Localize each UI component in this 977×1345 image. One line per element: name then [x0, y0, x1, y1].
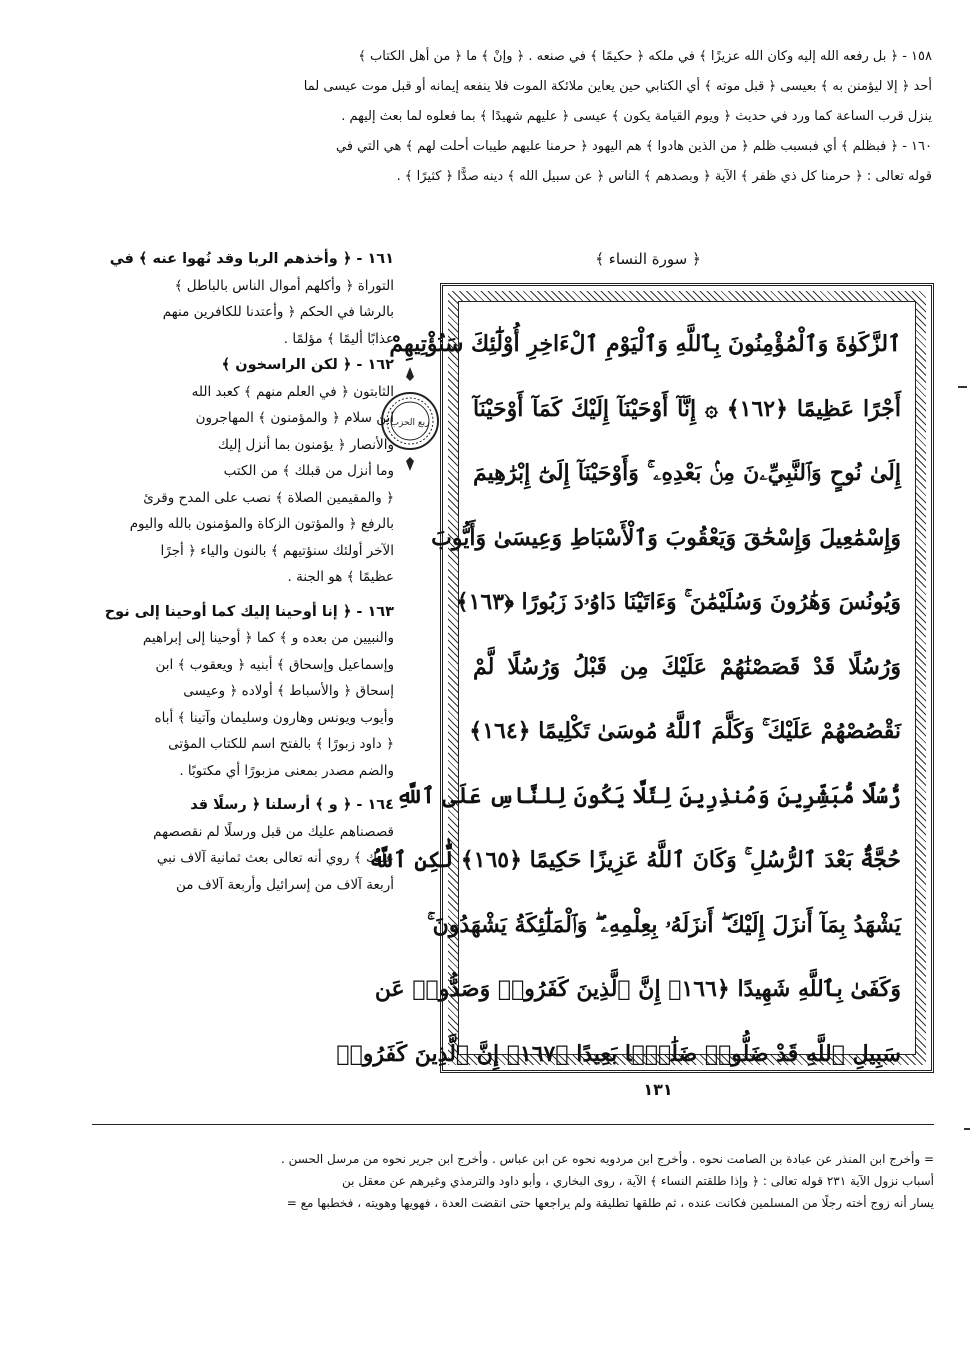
verse-line: وَإِسْمَٰعِيلَ وَإِسْحَٰقَ وَيَعْقُوبَ وَٱلْأَسْبَاطِ وَعِيسَىٰ وَأَيُّوبَ: [431, 524, 901, 551]
side-line: ١٦١ - ﴿ وأخذهم الربا وقد نُهوا عنه ﴾ في: [109, 251, 394, 267]
side-line: التوراة ﴿ وأكلهم أموال الناس بالباطل ﴾: [174, 277, 394, 294]
side-line: بالرفع ﴿ والمؤتون الزكاة والمؤمنون بالله واليوم: [129, 516, 394, 532]
side-line: عذابًا أليمًا ﴾ مؤلمًا .: [283, 330, 394, 347]
side-line: وأيوب ويونس وهارون وسليمان وآتينا ﴾ أباه: [154, 709, 394, 726]
side-line: وما أنزل من قبلك ﴾ من الكتب: [223, 463, 394, 479]
commentary-line: ينزل قرب الساعة كما ورد في حديث ﴿ ويوم القيامة يكون ﴾ عيسى ﴿ عليهم شهيدًا ﴾ بما فعلوه لما بعث إليهم .: [341, 109, 932, 124]
side-line: ١٦٤ - ﴿ و ﴾ أرسلنا ﴿ رسلًا قد: [190, 797, 394, 813]
side-line: ﴿ والمقيمين الصلاة ﴾ نصب على المدح وقرئ: [143, 489, 394, 506]
side-line: ١٦٣ - ﴿ إنا أوحينا إليك كما أوحينا إلى نوح: [104, 603, 394, 620]
footnote-line: يسار أنه زوج أخته رجلًا من المسلمين فكانت عنده ، ثم طلقها تطليقة ولم يراجعها حتى انقضت العدة ، فهويها وهويته ، فخطبها مع =: [286, 1196, 934, 1210]
side-line: عليك ﴾ روي أنه تعالى بعث ثمانية آلاف نبي: [156, 850, 394, 866]
side-line: عظيمًا ﴾ هو الجنة .: [287, 569, 394, 585]
side-line: الآخر أولئك سنؤتيهم ﴾ بالنون والياء ﴿ أجرًا: [160, 542, 394, 559]
footnote-line: أسباب نزول الآية ٢٣١ قوله تعالى : ﴿ وإذا طلقتم النساء ﴾ الآية ، روى البخاري ، وأبو داود والترمذي وغيرهم عن معقل بن: [342, 1174, 934, 1188]
verse-line: وَرُسُلًا قَدْ قَصَصْنَٰهُمْ عَلَيْكَ مِن قَبْلُ وَرُسُلًا لَّمْ: [473, 653, 901, 680]
margin-mark: [964, 1128, 970, 1130]
verse-line: نَقْصُصْهُمْ عَلَيْكَ ۚ وَكَلَّمَ ٱللَّهُ مُوسَىٰ تَكْلِيمًا ﴿١٦٤﴾: [469, 718, 901, 744]
verse-line: وَكَفَىٰ بِٱللَّهِ شَهِيدًا ﴿١٦٦﴾ إِنَّ ٱلَّذِينَ كَفَرُوا۟ وَصَدُّوا۟ عَن: [374, 976, 901, 1002]
verse-line: وَيُونُسَ وَهَٰرُونَ وَسُلَيْمَٰنَ ۚ وَءَاتَيْنَا دَاوُۥدَ زَبُورًا ﴿١٦٣﴾: [455, 589, 901, 615]
side-line: والنبيين من بعده و ﴾ كما ﴿ أوحينا إلى إبراهيم: [142, 630, 394, 646]
commentary-line: قوله تعالى : ﴿ حرمنا كل ذي ظفر ﴾ الآية ﴿ وبصدهم ﴾ الناس ﴿ عن سبيل الله ﴾ دينه صدًّا ﴿ كثيرًا ﴾ .: [396, 169, 932, 184]
verse-line: ٱلزَّكَوٰةَ وَٱلْمُؤْمِنُونَ بِٱللَّهِ وَٱلْيَوْمِ ٱلْءَاخِرِ أُوْلَٰٓئِكَ سَنُؤْتِيهِمْ: [389, 331, 901, 357]
verse-line: سَبِيلِ ٱللَّهِ قَدْ ضَلُّوا۟ ضَلَٰلًۢا بَعِيدًا ﴿١٦٧﴾ إِنَّ ٱلَّذِينَ كَفَرُوا۟: [336, 1040, 901, 1067]
side-line: والأنصار ﴿ يؤمنون بما أنزل إليك: [217, 436, 394, 453]
commentary-line: ١٦٠ - ﴿ فبظلم ﴾ أي فبسبب ظلم ﴿ من الذين هادوا ﴾ هم اليهود ﴿ حرمنا عليهم طيبات أحلت لهم ﴾ هي التي في: [335, 139, 932, 154]
side-line: بالرشا في الحكم ﴿ وأعتدنا للكافرين منهم: [162, 304, 394, 320]
side-line: ابن سلام ﴿ والمؤمنون ﴾ المهاجرون: [195, 410, 394, 426]
side-line: وإسماعيل وإسحاق ﴾ أبنيه ﴿ ويعقوب ﴾ ابن: [155, 656, 394, 673]
side-commentary: [94, 246, 394, 898]
side-line: إسحاق ﴿ والأسباط ﴾ أولاده ﴿ وعيسى: [183, 683, 394, 699]
verse-line: يَشْهَدُ بِمَآ أَنزَلَ إِلَيْكَ ۖ أَنزَلَهُۥ بِعِلْمِهِۦ ۖ وَٱلْمَلَٰٓئِكَةُ يَشْهَدُونَ ۚ: [427, 911, 901, 938]
margin-mark: [958, 386, 967, 388]
footnote-line: = وأخرج ابن المنذر عن عبادة بن الصامت نحوه . وأخرج ابن مردويه نحوه عن ابن عباس . وأخرج ابن جرير نحوه من مرسل الحسن .: [281, 1152, 934, 1166]
verse-line: رُّسُلًا مُّبَشِّرِينَ وَمُنذِرِينَ لِئَلَّا يَكُونَ لِلنَّاسِ عَلَى ٱللَّهِ: [396, 782, 901, 809]
footnote-divider: [92, 1124, 934, 1125]
commentary-line: أحد ﴿ إلا ليؤمنن به ﴾ بعيسى ﴿ قبل موته ﴾ أي الكتابي حين يعاين ملائكة الموت فلا ينفعه إيمانه أو قبل موت عيسى لما: [303, 79, 932, 94]
sura-title: ﴿ سورة النساء ﴾: [595, 250, 701, 268]
top-commentary: [90, 42, 932, 192]
footnotes: [100, 1148, 934, 1214]
side-line: الثابتون ﴿ في العلم منهم ﴾ كعبد الله: [191, 383, 394, 400]
verse-line: أَجْرًا عَظِيمًا ﴿١٦٢﴾ ۞ إِنَّآ أَوْحَيْنَآ إِلَيْكَ كَمَآ أَوْحَيْنَآ: [473, 395, 901, 422]
medallion-label: ربع الحزب: [390, 418, 430, 428]
page-number: ١٣١: [643, 1080, 673, 1099]
side-line: ﴿ داود زبورًا ﴾ بالفتح اسم للكتاب المؤتى: [168, 736, 394, 752]
side-line: قصصناهم عليك من قبل ورسلًا لم نقصصهم: [153, 823, 394, 840]
side-line: ١٦٢ - ﴿ لكن الراسخون ﴾: [221, 357, 394, 373]
side-line: أربعة آلاف من إسرائيل وأربعة آلاف من: [175, 876, 394, 893]
verse-line: حُجَّةٌۢ بَعْدَ ٱلرُّسُلِ ۚ وَكَانَ ٱللَّهُ عَزِيزًا حَكِيمًا ﴿١٦٥﴾ لَّٰكِنِ ٱللَّهُ: [368, 847, 901, 873]
commentary-line: ١٥٨ - ﴿ بل رفعه الله إليه وكان الله عزيزًا ﴾ في ملكه ﴿ حكيمًا ﴾ في صنعه . ﴿ وإنْ ﴾ ما ﴿ من أهل الكتاب ﴾: [358, 49, 932, 64]
verse-line: إِلَىٰ نُوحٍ وَٱلنَّبِيِّۦنَ مِنۢ بَعْدِهِۦ ۚ وَأَوْحَيْنَآ إِلَىٰٓ إِبْرَٰهِيمَ: [473, 460, 901, 486]
side-line: والضم مصدر بمعنى مزبورًا أي مكتوبًا .: [179, 762, 394, 779]
